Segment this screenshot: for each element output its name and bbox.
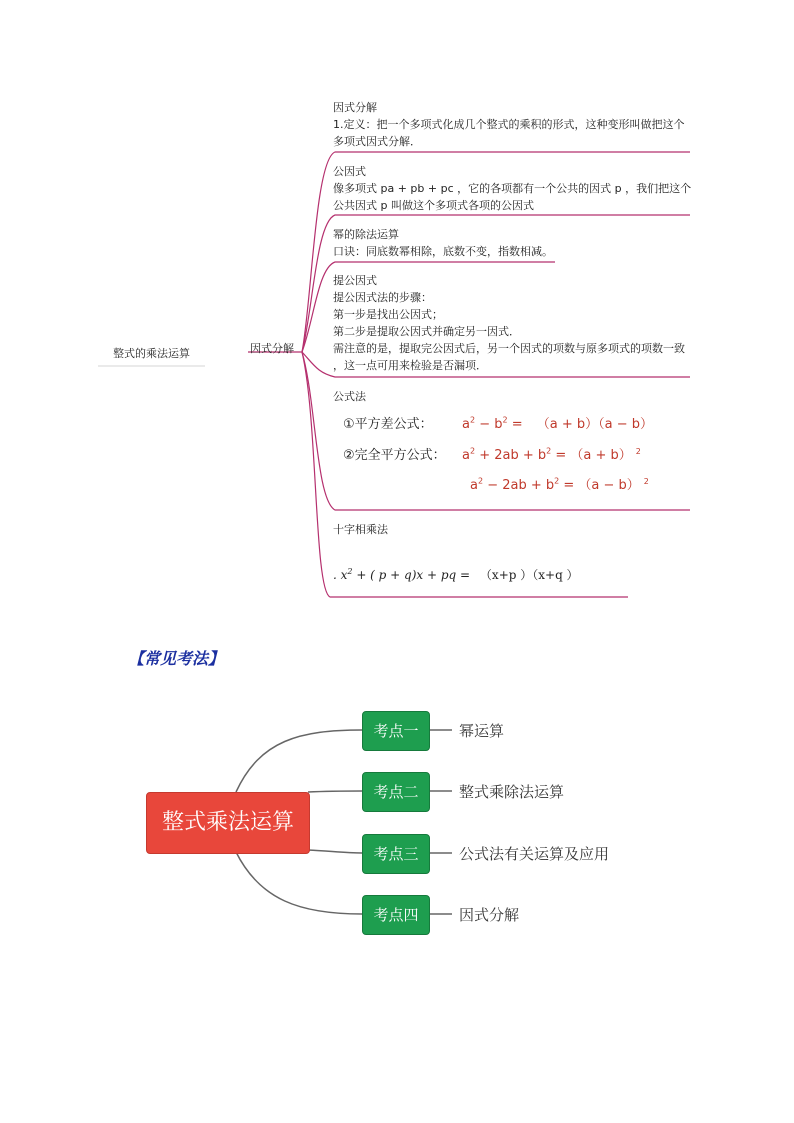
node-extract-factor-line: 第一步是找出公因式； xyxy=(333,308,443,321)
cross-multiply-formula: . $x^2$ + ( p + q)x + pq = （x+p ）（x+q ） xyxy=(333,567,579,582)
perfect-square-formula-1: $a^2 + 2ab + b^2 = (a + b)$ $^2$ xyxy=(462,446,641,463)
kaodian-1-text: 幂运算 xyxy=(459,722,505,740)
node-power-division-title: 幂的除法运算 xyxy=(333,228,399,241)
node-common-factor-title: 公因式 xyxy=(333,165,366,178)
node-factorization-line: 1.定义：把一个多项式化成几个整式的乘积的形式，这种变形叫做把这个 xyxy=(333,118,685,131)
node-extract-factor-line: ，这一点可用来检验是否漏项． xyxy=(333,359,487,372)
node-extract-factor-line: 第二步是提取公因式并确定另一因式． xyxy=(333,325,520,338)
node-common-factor-line: 公共因式 p 叫做这个多项式各项的公因式 xyxy=(333,199,534,212)
node-factorization-line: 多项式因式分解． xyxy=(333,135,421,148)
kaodian-1-node: 考点一 xyxy=(362,711,430,751)
mindmap1-root: 整式的乘法运算 xyxy=(113,347,190,360)
kaodian-2-text: 整式乘除法运算 xyxy=(459,783,565,801)
node-common-factor-line: 像多项式 pa + pb + pc ，它的各项都有一个公共的因式 p ，我们把这个 xyxy=(333,182,692,195)
perfect-square-label: ②完全平方公式： xyxy=(343,448,446,463)
node-power-division-line: 口诀：同底数幂相除，底数不变，指数相减。 xyxy=(333,245,553,258)
center-node: 整式乘法运算 xyxy=(146,792,310,854)
sq-diff-label: ①平方差公式： xyxy=(343,417,433,432)
node-extract-factor-line: 提公因式法的步骤： xyxy=(333,291,432,304)
perfect-square-formula-2: $a^2 - 2ab + b^2 = (a - b)$ $^2$ xyxy=(470,476,649,493)
kaodian-3-text: 公式法有关运算及应用 xyxy=(459,845,610,863)
kaodian-2-node: 考点二 xyxy=(362,772,430,812)
section-heading: 【常见考法】 xyxy=(128,649,225,668)
sq-diff-formula: $a^2 - b^2 = (a + b)(a - b)$ xyxy=(462,415,654,432)
node-formula-title: 公式法 xyxy=(333,390,366,403)
node-extract-factor-title: 提公因式 xyxy=(333,274,377,287)
kaodian-4-node: 考点四 xyxy=(362,895,430,935)
node-cross-multiply-title: 十字相乘法 xyxy=(333,523,388,536)
kaodian-3-node: 考点三 xyxy=(362,834,430,874)
mindmap1-branch: 因式分解 xyxy=(250,342,294,355)
kaodian-4-text: 因式分解 xyxy=(459,906,520,924)
node-factorization-title: 因式分解 xyxy=(333,101,377,114)
node-extract-factor-line: 需注意的是，提取完公因式后，另一个因式的项数与原多项式的项数一致 xyxy=(333,342,685,355)
